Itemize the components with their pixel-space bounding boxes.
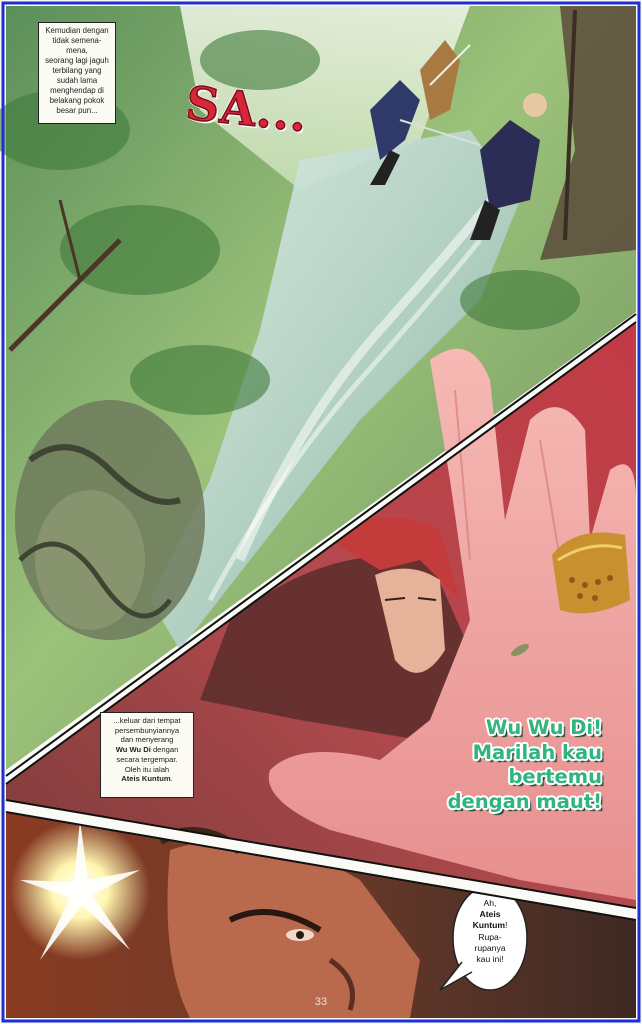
character-name: Wu Wu Di [115, 745, 151, 755]
sound-effect-sa: SA... [183, 75, 311, 143]
character-name: Kuntum [472, 920, 506, 931]
speech-line: Ah, [483, 898, 497, 908]
caption-line: besar pun... [56, 105, 98, 115]
caption-line: Oleh itu ialah [124, 764, 170, 774]
shout-line: Wu Wu Di! [485, 716, 602, 739]
speech-line: kau ini! [476, 953, 504, 964]
narration-caption-middle [100, 712, 194, 798]
caption-line [105, 774, 189, 784]
caption-text: dengan [150, 745, 179, 755]
shout-line: dengan maut! [447, 789, 602, 813]
caption-line: secara tergempar. [116, 754, 178, 764]
caption-line: sudah lama [56, 75, 98, 85]
shout-line: bertemu [508, 765, 602, 789]
speech-line [464, 909, 516, 920]
caption-line: dan menyerang [120, 735, 174, 745]
speech-line [464, 920, 516, 931]
speech-line: rupanya [474, 942, 506, 953]
caption-line: terbilang yang [52, 65, 102, 75]
caption-line: seorang lagi jaguh [45, 55, 109, 65]
caption-line: Kemudian dengan [45, 26, 109, 35]
speech-text: ! [505, 920, 508, 931]
shout-dialogue [414, 716, 602, 814]
caption-line: menghendap di [50, 85, 104, 95]
caption-line: belakang pokok [49, 95, 105, 105]
character-name: Ateis [479, 909, 501, 920]
caption-text: . [170, 774, 173, 784]
caption-line: ...keluar dari tempat [113, 716, 181, 725]
shout-line: Marilah kau [472, 740, 602, 764]
page-number: 33 [314, 996, 328, 1008]
character-name: Ateis Kuntum [121, 774, 171, 784]
speech-bubble-text [464, 898, 516, 965]
narration-caption-top [38, 22, 116, 124]
caption-line: persembunyiannya [114, 725, 180, 735]
speech-line: Rupa- [478, 931, 502, 942]
caption-line: tidak semena-mena, [52, 35, 102, 55]
caption-line [105, 745, 189, 755]
